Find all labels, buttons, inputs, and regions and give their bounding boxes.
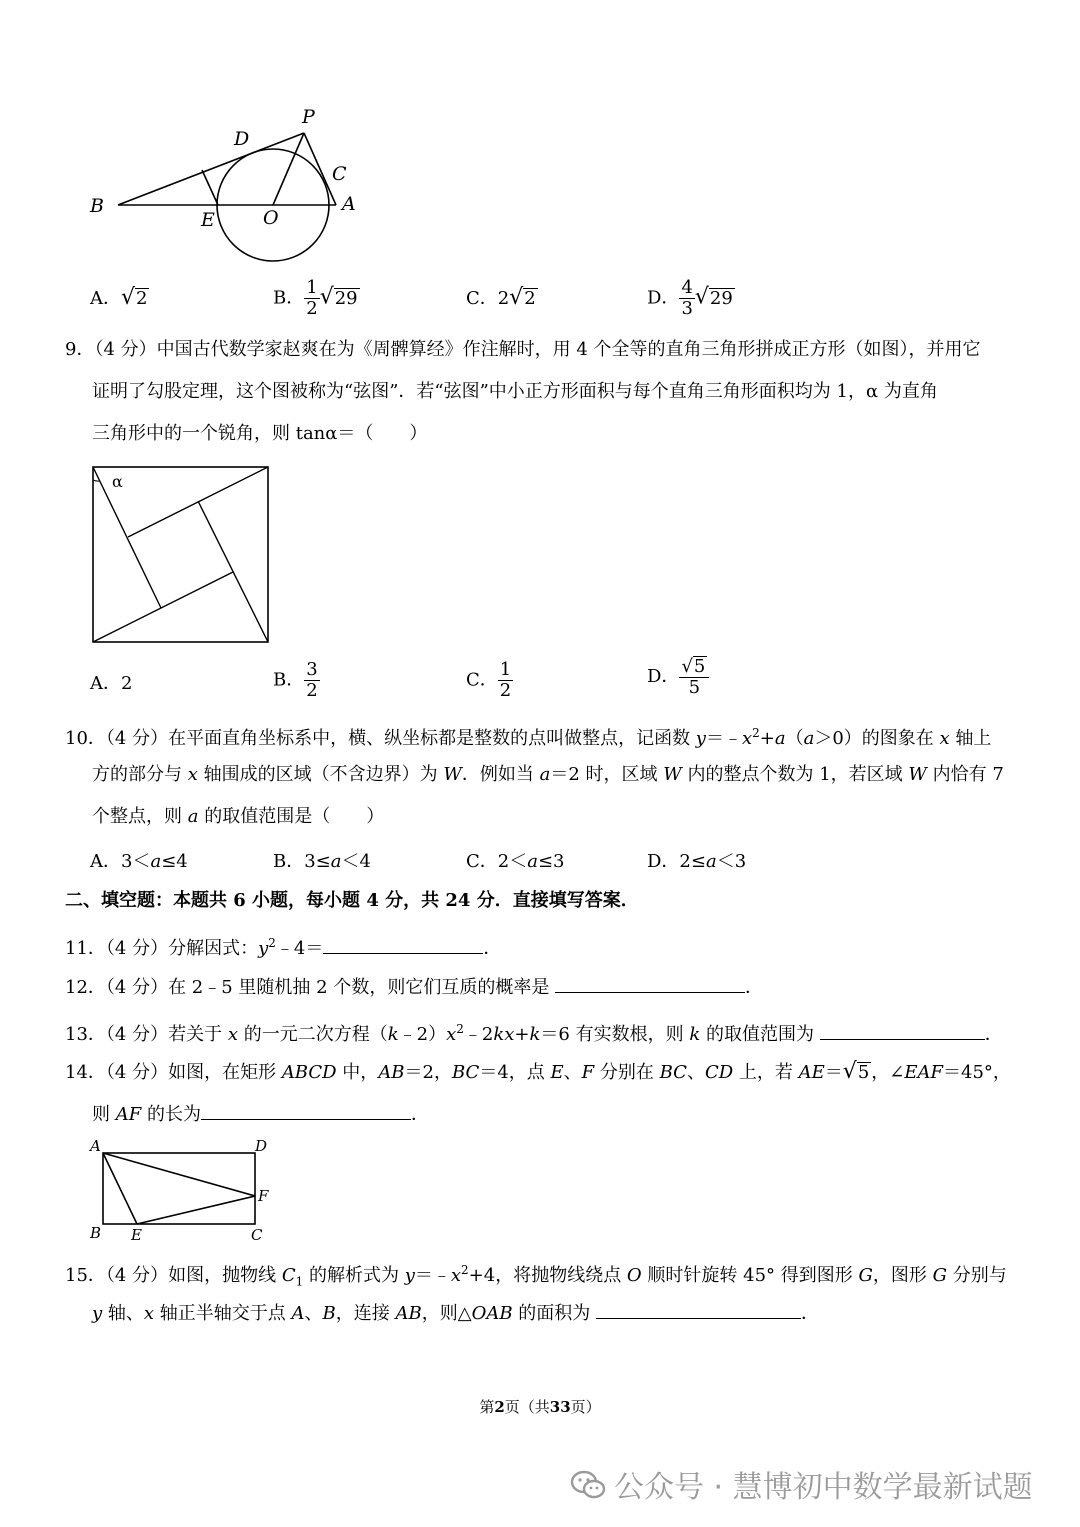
q10-line-2: 方的部分与 x 轴围成的区域（不含边界）为 W．例如当 a＝2 时，区域 W 内的整点个数为 1，若区域 W 内恰有 7: [92, 764, 1004, 785]
q9-option-a: A．2: [90, 673, 133, 694]
q8-option-c: C．2√2: [466, 285, 536, 310]
label-E: E: [201, 209, 215, 231]
section-heading: 二、填空题：本题共 6 小题，每小题 4 分，共 24 分．直接填写答案．: [65, 890, 639, 911]
q10-line-1: 10．（4 分）在平面直角坐标系中，横、纵坐标都是整数的点叫做整点，记函数 $y=﹣x^2+a(a>0)$的图象在 x 轴上: [65, 726, 992, 749]
q10-option-b: B．3≤a＜4: [273, 851, 371, 872]
q14-figure: [85, 1133, 280, 1245]
fig14-label-A: A: [90, 1137, 101, 1155]
label-A: A: [342, 193, 356, 215]
q9-line-1: 9．（4 分）中国古代数学家赵爽在为《周髀算经》作注解时，用 4 个全等的直角三角形拼成正方形（如图），并用它: [65, 339, 981, 360]
q9-line-3: 三角形中的一个锐角，则 tanα＝（ ）: [92, 423, 428, 444]
q14-line-2: 则 AF 的长为 ．: [92, 1101, 429, 1127]
q15-answer-blank[interactable]: [596, 1300, 801, 1319]
label-P: P: [302, 106, 315, 128]
fig14-label-F: F: [258, 1187, 269, 1205]
q8-option-d: D． $\frac{4}{3}$ √29: [647, 277, 733, 319]
q8-option-a: A．√2: [90, 285, 148, 310]
watermark: 公众号 · 慧博初中数学最新试题: [570, 1462, 1033, 1509]
q12: 12．（4 分）在 2﹣5 里随机抽 2 个数，则它们互质的概率是 ．: [65, 974, 763, 1000]
q15-line-2: y 轴、x 轴正半轴交于点 A、B，连接 AB，则△OAB 的面积为 ．: [92, 1300, 819, 1326]
q10-option-c: C．2＜a≤3: [466, 851, 565, 872]
q13-answer-blank[interactable]: [820, 1021, 985, 1040]
q11-answer-blank[interactable]: [323, 935, 483, 954]
label-O: O: [263, 207, 279, 229]
wechat-icon: [570, 1469, 606, 1509]
q13: 13．（4 分）若关于 x 的一元二次方程$(k﹣2)x^2﹣2kx+k=6$ 有实数根，则 k 的取值范围为 ．: [65, 1022, 1003, 1045]
fig14-label-B: B: [90, 1224, 102, 1242]
q14-answer-blank[interactable]: [201, 1101, 411, 1120]
fig14-label-C: C: [251, 1226, 263, 1244]
page-footer: 第2页（共33页）: [479, 1398, 601, 1416]
q14-line-1: 14．（4 分）如图，在矩形 ABCD 中，AB＝2，BC＝4，点 E、F 分别在 BC、CD 上，若 AE＝√5 ，∠EAF＝45°，: [65, 1059, 1011, 1084]
q9-figure: [85, 460, 280, 650]
q11: 11．（4 分）分解因式：$y^2﹣4=$ ．: [65, 936, 502, 959]
q15-line-1: 15．（4 分）如图，抛物线 $C_1$ 的解析式为 $y=﹣x^2+4$，将抛物线绕点 O 顺时针旋转 45° 得到图形 G，图形 G 分别与: [65, 1263, 1007, 1289]
label-B: B: [90, 195, 104, 217]
q10-option-d: D．2≤a＜3: [647, 851, 747, 872]
q8-option-b: B． $\frac{1}{2}$ √29: [273, 277, 358, 319]
q10-line-3: 个整点，则 a 的取值范围是（ ）: [92, 806, 385, 827]
fig14-label-E: E: [131, 1226, 142, 1244]
label-D: D: [234, 128, 250, 150]
q9-line-2: 证明了勾股定理，这个图被称为“弦图”．若“弦图”中小正方形面积与每个直角三角形面积均为 1，α 为直角: [92, 381, 938, 402]
alpha-label: α: [112, 472, 123, 491]
q10-option-a: A．3＜a≤4: [90, 851, 188, 872]
fig14-label-D: D: [255, 1137, 268, 1155]
q12-answer-blank[interactable]: [555, 974, 745, 993]
q9-option-d: D． $\frac{√5}{5}$: [647, 656, 709, 698]
q8-figure: [80, 100, 380, 270]
label-C: C: [332, 163, 347, 185]
q9-option-b: B． $\frac{3}{2}$: [273, 659, 318, 701]
q9-option-c: C． $\frac{1}{2}$: [466, 659, 512, 701]
